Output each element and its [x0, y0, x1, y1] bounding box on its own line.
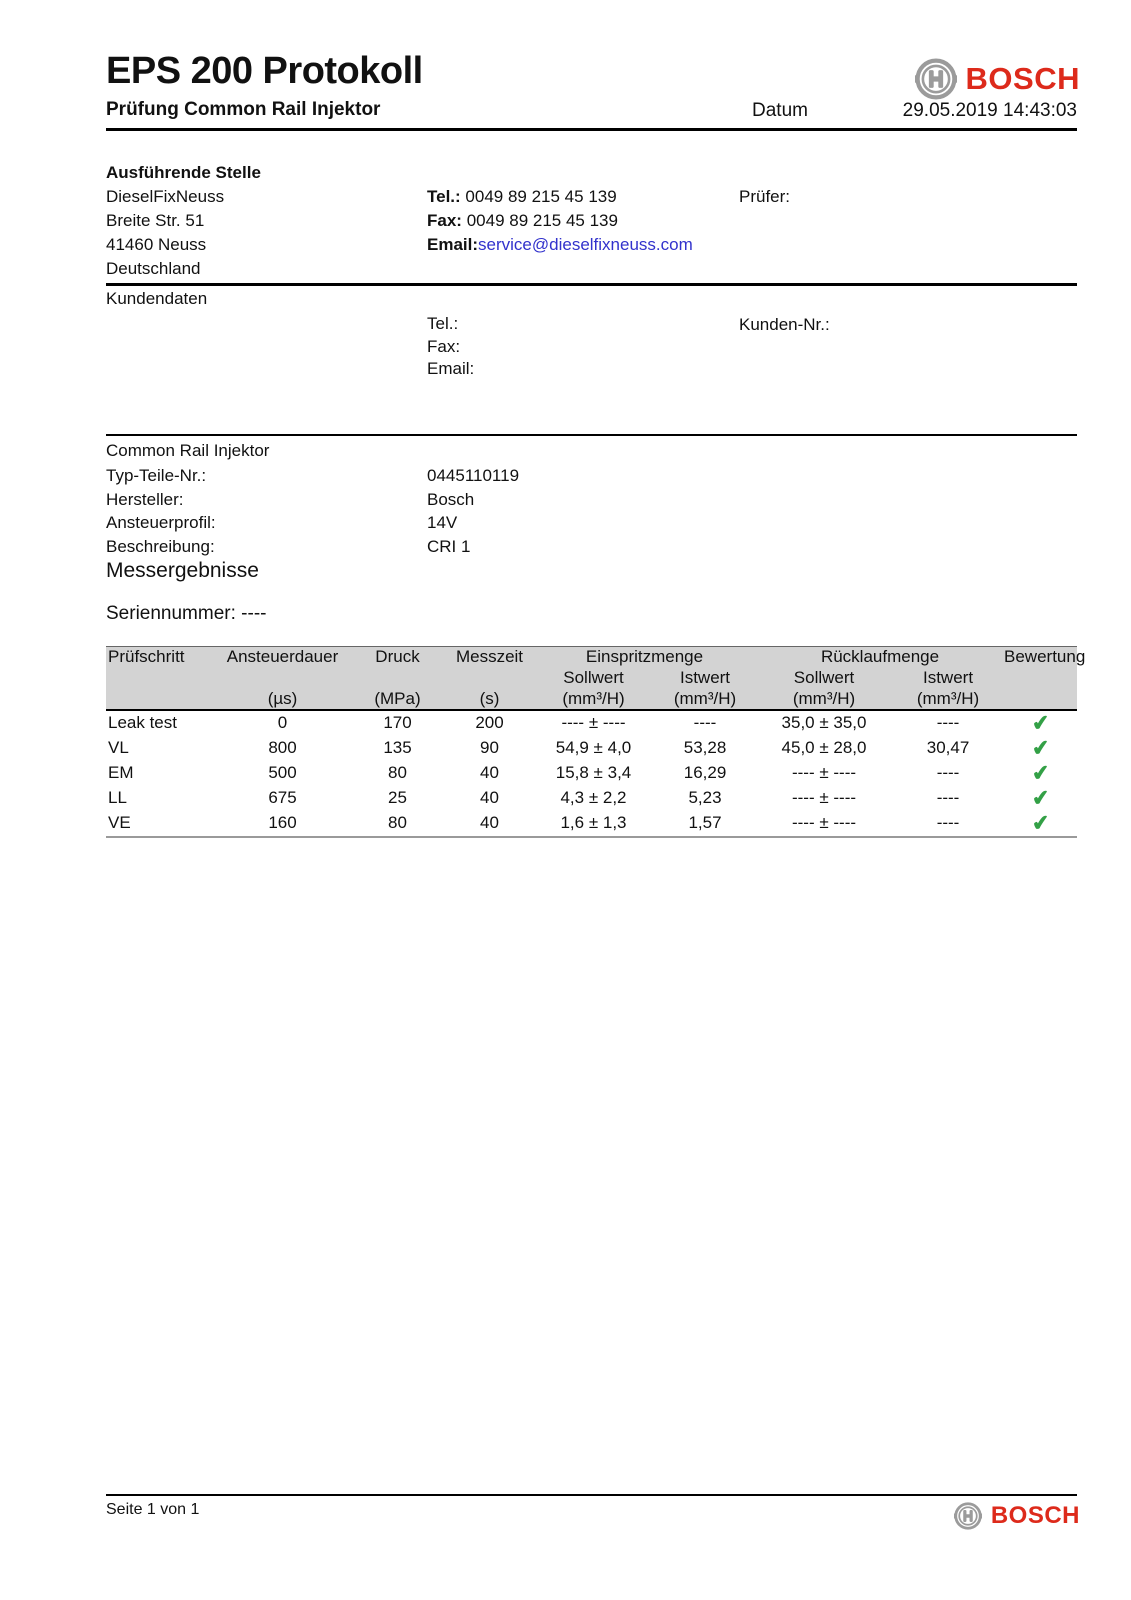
- bosch-logo: [915, 58, 1080, 100]
- subcol-ruecklauf-istwert: Istwert: [892, 668, 1004, 689]
- beschreibung-value: CRI 1: [427, 536, 471, 556]
- ansteuerprofil-label: Ansteuerprofil:: [106, 513, 216, 532]
- fax-value: 0049 89 215 45 139: [466, 211, 618, 230]
- email-label: Email:: [427, 235, 479, 254]
- injektor-row: [106, 488, 519, 512]
- cell-ruecklauf-istwert: ----: [936, 763, 960, 782]
- cell-bewertung: [1004, 710, 1077, 736]
- cell-einspritz-istwert: 53,28: [683, 738, 727, 757]
- kunden-nr-label: Kunden-Nr.:: [739, 315, 830, 334]
- cell-einspritz-sollwert: 54,9 ± 4,0: [555, 738, 632, 757]
- workshop-fax-row: [427, 209, 693, 233]
- tel-value: 0049 89 215 45 139: [465, 187, 617, 206]
- results-table: [106, 646, 1086, 838]
- page-number: Seite 1 von 1: [106, 1501, 200, 1518]
- cell-einspritz-sollwert: ---- ± ----: [561, 713, 626, 732]
- bosch-logo-footer: [954, 1502, 1080, 1530]
- cell-messzeit: 40: [480, 813, 499, 832]
- check-icon: ✔: [1030, 710, 1051, 736]
- customer-tel-label: Tel.:: [427, 314, 459, 333]
- cell-bewertung: [1004, 811, 1077, 837]
- subcol-einspritz-istwert: Istwert: [654, 668, 756, 689]
- bosch-anchor-icon: [915, 58, 957, 100]
- table-row: [106, 786, 1077, 811]
- workshop-country: Deutschland: [106, 259, 201, 278]
- cell-pruefschritt: EM: [108, 763, 134, 782]
- cell-ruecklauf-sollwert: ---- ± ----: [791, 788, 857, 807]
- col-header-ansteuerdauer: Ansteuerdauer: [216, 647, 349, 668]
- customer-contact: [427, 313, 474, 381]
- subcol-einspritz-sollwert: Sollwert: [533, 668, 654, 689]
- cell-pruefschritt: VL: [108, 738, 129, 757]
- datum-label: Datum: [752, 100, 808, 121]
- table-header-row: [106, 647, 1077, 668]
- check-icon: ✔: [1030, 810, 1051, 836]
- workshop-tel-row: [427, 185, 693, 209]
- cell-ansteuerdauer: 0: [277, 713, 288, 732]
- unit-einspritz-istwert: (mm³/H): [654, 689, 756, 710]
- cell-ansteuerdauer: 675: [268, 788, 297, 807]
- table-subheader-row: [106, 668, 1077, 689]
- cell-pruefschritt: LL: [108, 788, 127, 807]
- col-header-ruecklaufmenge: Rücklaufmenge: [756, 647, 1004, 668]
- hersteller-label: Hersteller:: [106, 489, 184, 509]
- table-units-row: [106, 689, 1077, 710]
- workshop-address: [106, 185, 224, 281]
- cell-ruecklauf-istwert: ----: [936, 713, 960, 732]
- cell-einspritz-istwert: 16,29: [683, 763, 727, 782]
- workshop-email-row: [427, 233, 693, 257]
- cell-druck: 80: [388, 763, 407, 782]
- table-row: [106, 710, 1077, 736]
- section-label-injektor: Common Rail Injektor: [106, 441, 270, 460]
- divider: [106, 434, 1077, 436]
- table-row: [106, 811, 1077, 837]
- table-row: [106, 736, 1077, 761]
- unit-ruecklauf-istwert: (mm³/H): [892, 689, 1004, 710]
- messergebnisse-heading: Messergebnisse: [106, 559, 259, 582]
- document-subtitle: Prüfung Common Rail Injektor: [106, 99, 381, 120]
- cell-druck: 135: [383, 738, 412, 757]
- cell-druck: 25: [388, 788, 407, 807]
- unit-ansteuerdauer: (µs): [216, 689, 349, 710]
- divider: [106, 283, 1077, 286]
- cell-messzeit: 40: [480, 763, 499, 782]
- cell-bewertung: [1004, 761, 1077, 786]
- pruefer-label: Prüfer:: [739, 187, 791, 206]
- tel-label: Tel.:: [427, 187, 461, 206]
- cell-ansteuerdauer: 500: [268, 763, 297, 782]
- beschreibung-label: Beschreibung:: [106, 536, 215, 556]
- cell-einspritz-sollwert: 4,3 ± 2,2: [560, 788, 627, 807]
- injektor-details: [106, 464, 519, 558]
- hersteller-value: Bosch: [427, 489, 475, 509]
- workshop-street: Breite Str. 51: [106, 211, 205, 230]
- col-header-druck: Druck: [349, 647, 446, 668]
- subcol-ruecklauf-sollwert: Sollwert: [756, 668, 892, 689]
- injektor-row: [106, 464, 519, 488]
- divider: [106, 128, 1077, 131]
- workshop-name: DieselFixNeuss: [106, 187, 225, 206]
- injektor-row: [106, 535, 519, 559]
- workshop-contact: [427, 185, 693, 257]
- customer-fax-label: Fax:: [427, 336, 461, 356]
- section-label-kundendaten: Kundendaten: [106, 289, 208, 308]
- bosch-wordmark: BOSCH: [965, 61, 1080, 96]
- unit-einspritz-sollwert: (mm³/H): [533, 689, 654, 710]
- cell-einspritz-istwert: 1,57: [688, 813, 722, 832]
- ansteuerprofil-value: 14V: [427, 513, 458, 532]
- cell-ruecklauf-sollwert: ---- ± ----: [791, 763, 857, 782]
- seriennummer-line: Seriennummer: ----: [106, 603, 267, 624]
- results-table-wrap: [106, 646, 1086, 838]
- cell-ruecklauf-istwert: 30,47: [926, 738, 970, 757]
- bosch-anchor-icon: [954, 1502, 982, 1530]
- check-icon: ✔: [1030, 735, 1051, 761]
- unit-ruecklauf-sollwert: (mm³/H): [756, 689, 892, 710]
- cell-ansteuerdauer: 800: [268, 738, 297, 757]
- unit-messzeit: (s): [446, 689, 533, 710]
- col-header-bewertung: Bewertung: [1004, 647, 1086, 667]
- cell-ansteuerdauer: 160: [268, 813, 297, 832]
- section-label-ausfuehrende-stelle: Ausführende Stelle: [106, 163, 261, 182]
- cell-messzeit: 200: [475, 713, 504, 732]
- col-header-pruefschritt: Prüfschritt: [106, 647, 216, 668]
- cell-bewertung: [1004, 736, 1077, 761]
- cell-ruecklauf-sollwert: 35,0 ± 35,0: [781, 713, 867, 732]
- cell-ruecklauf-istwert: ----: [936, 813, 960, 832]
- cell-ruecklauf-sollwert: ---- ± ----: [791, 813, 857, 832]
- typ-teile-nr-value: 0445110119: [427, 466, 520, 485]
- cell-bewertung: [1004, 786, 1077, 811]
- check-icon: ✔: [1030, 760, 1051, 786]
- cell-druck: 80: [388, 813, 407, 832]
- cell-ruecklauf-istwert: ----: [936, 788, 960, 807]
- col-header-messzeit: Messzeit: [446, 647, 533, 668]
- cell-pruefschritt: Leak test: [108, 713, 177, 732]
- email-link[interactable]: service@dieselfixneuss.com: [478, 235, 693, 254]
- datum-value: 29.05.2019 14:43:03: [902, 100, 1077, 121]
- cell-einspritz-sollwert: 1,6 ± 1,3: [560, 813, 627, 832]
- fax-label: Fax:: [427, 211, 462, 230]
- typ-teile-nr-label: Typ-Teile-Nr.:: [106, 466, 207, 485]
- cell-druck: 170: [383, 713, 412, 732]
- cell-messzeit: 40: [480, 788, 499, 807]
- cell-ruecklauf-sollwert: 45,0 ± 28,0: [781, 738, 867, 757]
- cell-pruefschritt: VE: [108, 813, 131, 832]
- table-row: [106, 761, 1077, 786]
- subtitle-row: [106, 99, 1077, 125]
- cell-einspritz-istwert: 5,23: [688, 788, 722, 807]
- bosch-wordmark: BOSCH: [990, 1502, 1080, 1529]
- page-title: EPS 200 Protokoll: [106, 50, 423, 92]
- unit-druck: (MPa): [349, 689, 446, 710]
- cell-messzeit: 90: [480, 738, 499, 757]
- injektor-row: [106, 511, 519, 535]
- check-icon: ✔: [1030, 785, 1051, 811]
- cell-einspritz-istwert: ----: [693, 713, 717, 732]
- customer-email-label: Email:: [427, 359, 475, 378]
- cell-einspritz-sollwert: 15,8 ± 3,4: [555, 763, 632, 782]
- workshop-city: 41460 Neuss: [106, 235, 207, 254]
- divider: [106, 1494, 1077, 1496]
- col-header-einspritzmenge: Einspritzmenge: [533, 647, 756, 668]
